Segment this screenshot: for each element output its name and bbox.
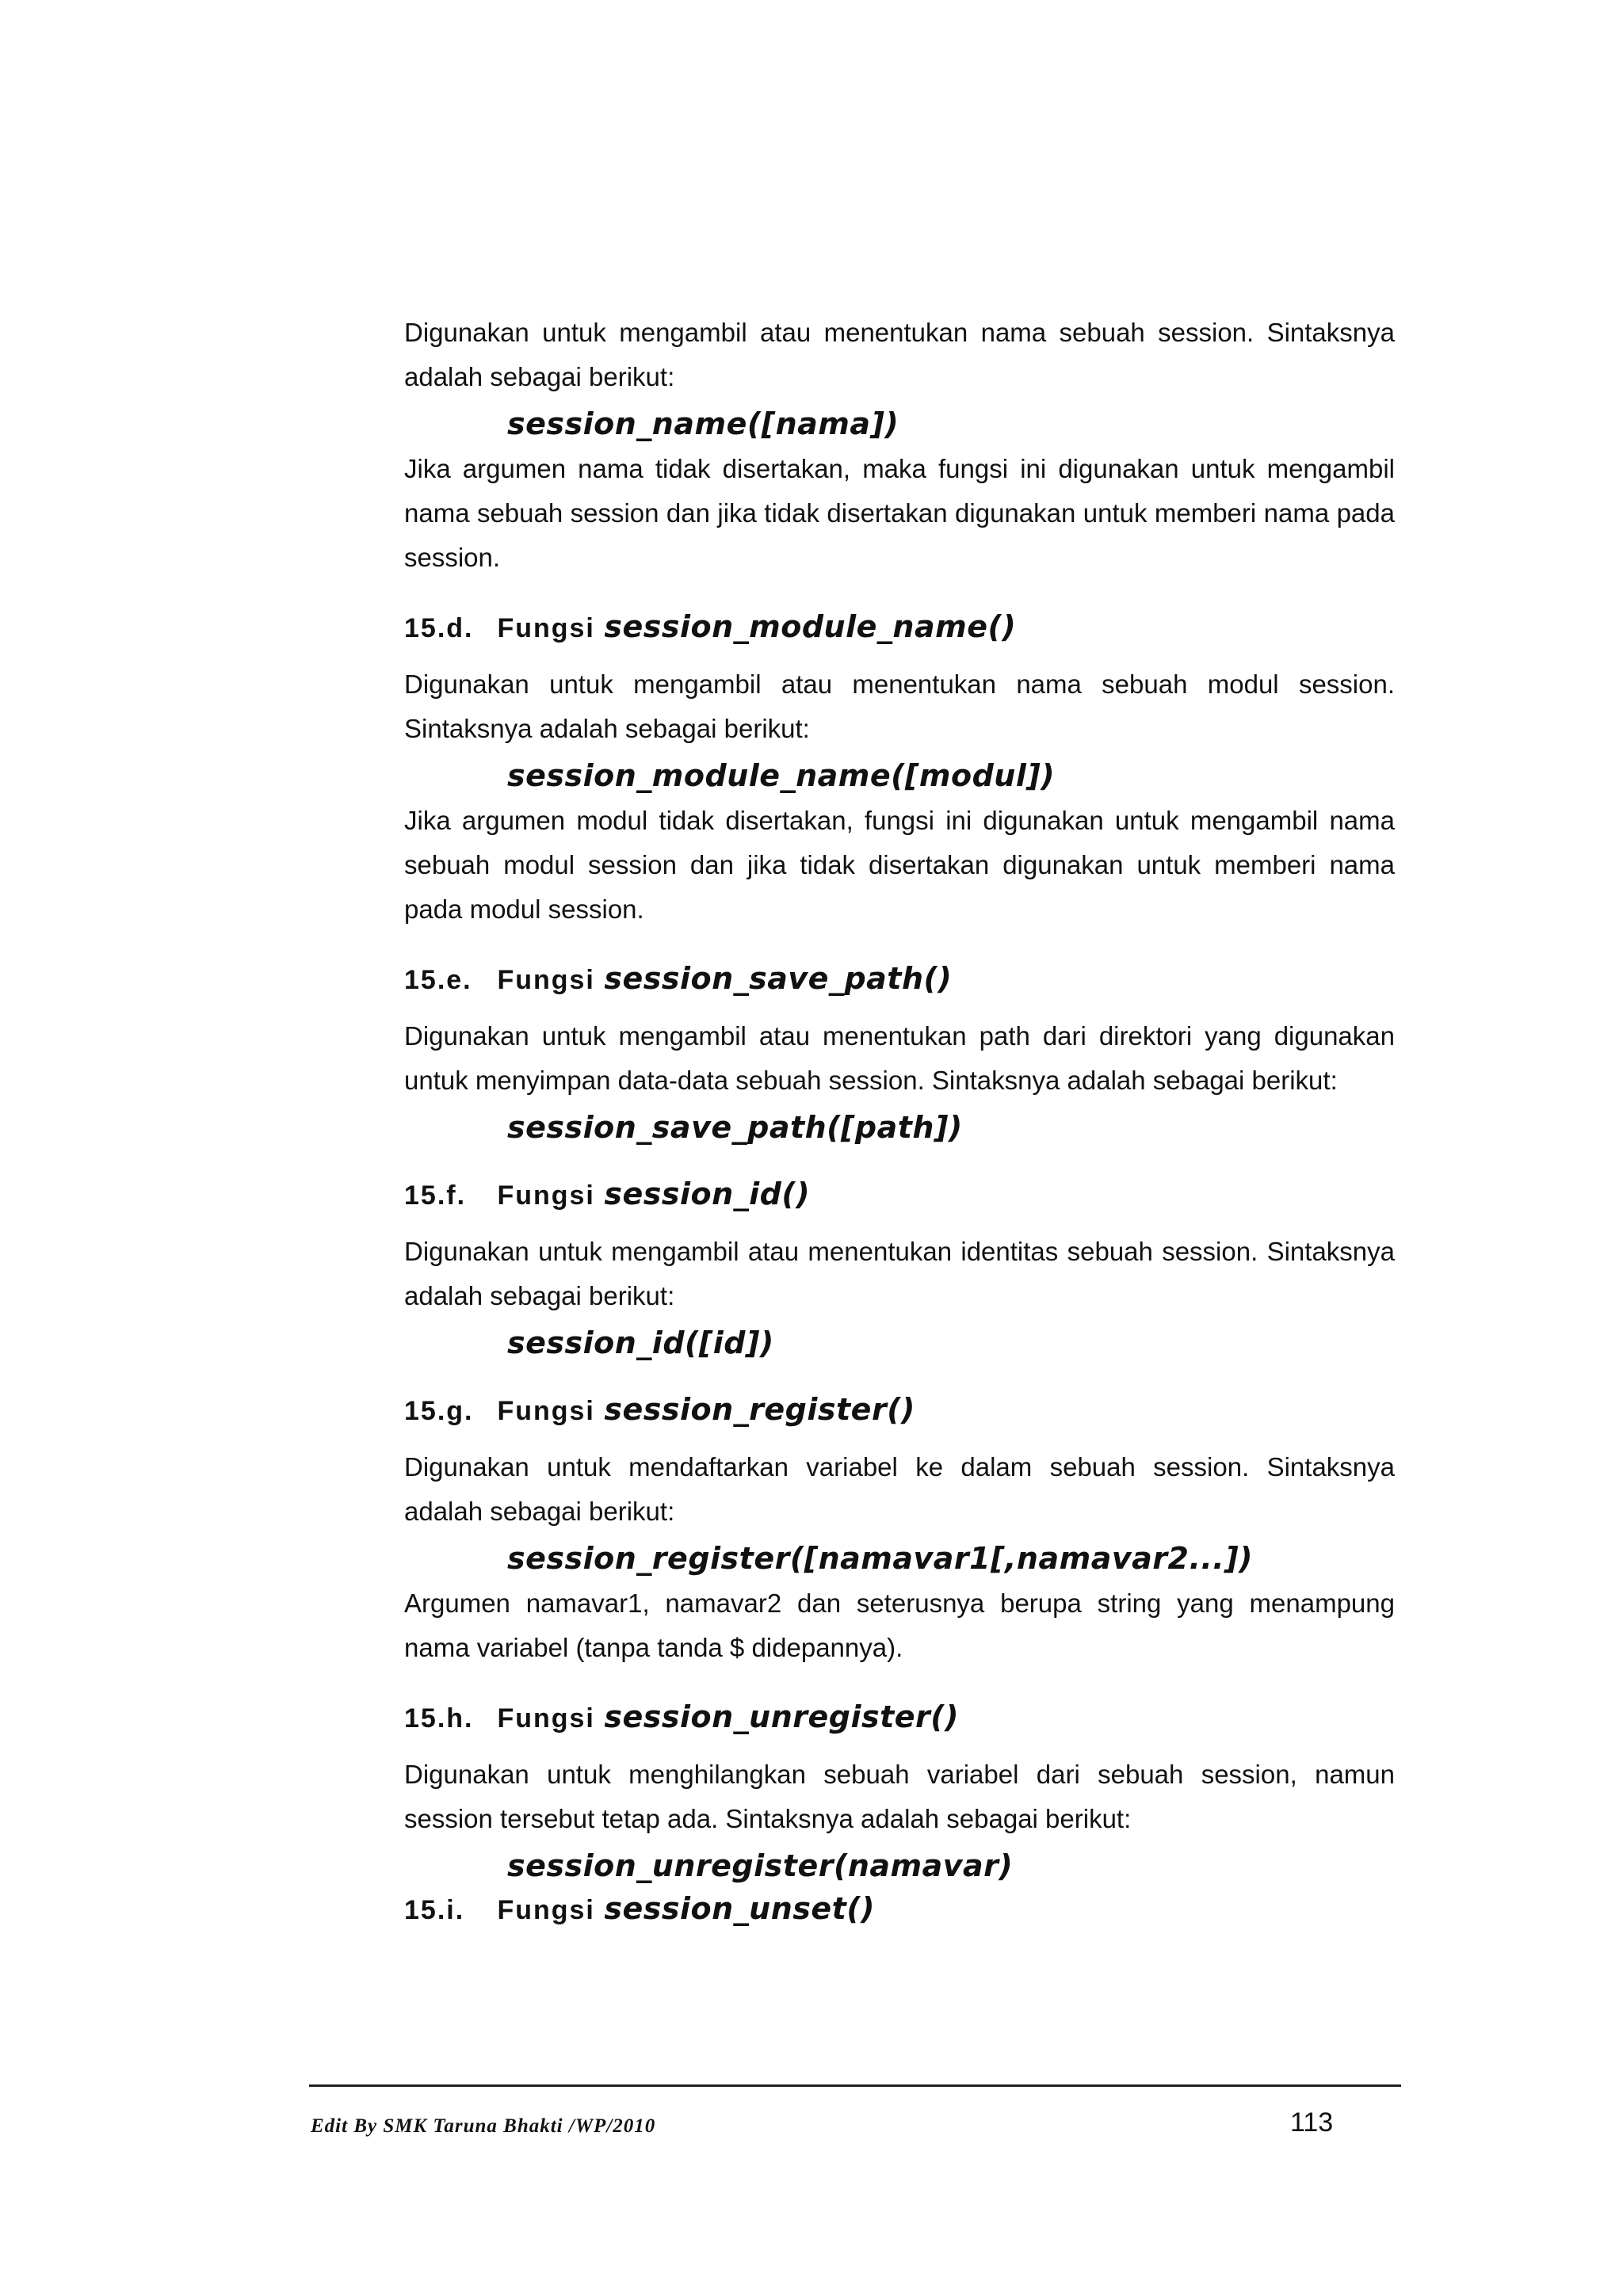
heading-number: 15.i. [404,1895,465,1925]
heading-15d [404,607,1395,648]
code-session-id: session_id([id]) [507,1325,774,1360]
heading-label: Fungsi [497,1396,595,1426]
heading-label: Fungsi [497,1180,595,1211]
heading-function: session_register() [604,1392,915,1427]
heading-number: 15.f. [404,1180,467,1211]
page-number: 113 [1290,2107,1334,2138]
footer-credit: Edit By SMK Taruna Bhakti /WP/2010 [311,2115,656,2137]
paragraph-register-note: Argumen namavar1, namavar2 dan seterusnya berupa string yang menampung nama variabel (tanpa tanda $ didepannya). [404,1589,1395,1662]
paragraph-module-name-note: Jika argumen modul tidak disertakan, fungsi ini digunakan untuk mengambil nama sebuah modul session dan jika tidak disertakan digunakan untuk memberi nama pada modul session. [404,806,1395,924]
heading-number: 15.e. [404,965,472,995]
heading-15e [404,959,1395,1000]
code-session-save-path: session_save_path([path]) [507,1110,963,1145]
code-session-register: session_register([namavar1[,namavar2...]) [507,1541,1253,1576]
paragraph-register-desc: Digunakan untuk mendaftarkan variabel ke dalam sebuah session. Sintaksnya adalah sebagai berikut: [404,1452,1395,1526]
paragraph-session-id-desc: Digunakan untuk mengambil atau menentukan identitas sebuah session. Sintaksnya adalah sebagai berikut: [404,1237,1395,1310]
page-content [404,311,1395,1930]
paragraph-save-path-desc: Digunakan untuk mengambil atau menentukan path dari direktori yang digunakan untuk menyimpan data-data sebuah session. Sintaksnya adalah sebagai berikut: [404,1021,1395,1095]
paragraph-unregister-desc: Digunakan untuk menghilangkan sebuah variabel dari sebuah session, namun session tersebut tetap ada. Sintaksnya adalah sebagai berikut: [404,1760,1395,1833]
paragraph-module-name-desc: Digunakan untuk mengambil atau menentukan nama sebuah modul session. Sintaksnya adalah sebagai berikut: [404,669,1395,743]
heading-function: session_unregister() [604,1699,960,1734]
heading-label: Fungsi [497,613,595,643]
heading-label: Fungsi [497,1895,595,1925]
heading-number: 15.d. [404,613,474,643]
code-session-module-name: session_module_name([modul]) [507,758,1056,793]
heading-label: Fungsi [497,1703,595,1733]
paragraph-session-name-desc: Digunakan untuk mengambil atau menentukan nama sebuah session. Sintaksnya adalah sebagai berikut: [404,318,1395,391]
code-session-name: session_name([nama]) [507,406,899,441]
heading-15f [404,1174,1395,1215]
heading-15h [404,1697,1395,1738]
heading-number: 15.g. [404,1396,474,1426]
heading-number: 15.h. [404,1703,474,1733]
heading-function: session_module_name() [604,609,1017,644]
footer-divider [309,2084,1401,2087]
heading-15g [404,1390,1395,1431]
heading-function: session_unset() [604,1891,876,1926]
heading-function: session_save_path() [604,961,953,996]
heading-label: Fungsi [497,965,595,995]
code-session-unregister: session_unregister(namavar) [507,1848,1014,1883]
heading-function: session_id() [604,1177,811,1211]
heading-15i [404,1889,1395,1930]
paragraph-session-name-note: Jika argumen nama tidak disertakan, maka fungsi ini digunakan untuk mengambil nama sebuah session dan jika tidak disertakan digunakan untuk memberi nama pada session. [404,454,1395,572]
